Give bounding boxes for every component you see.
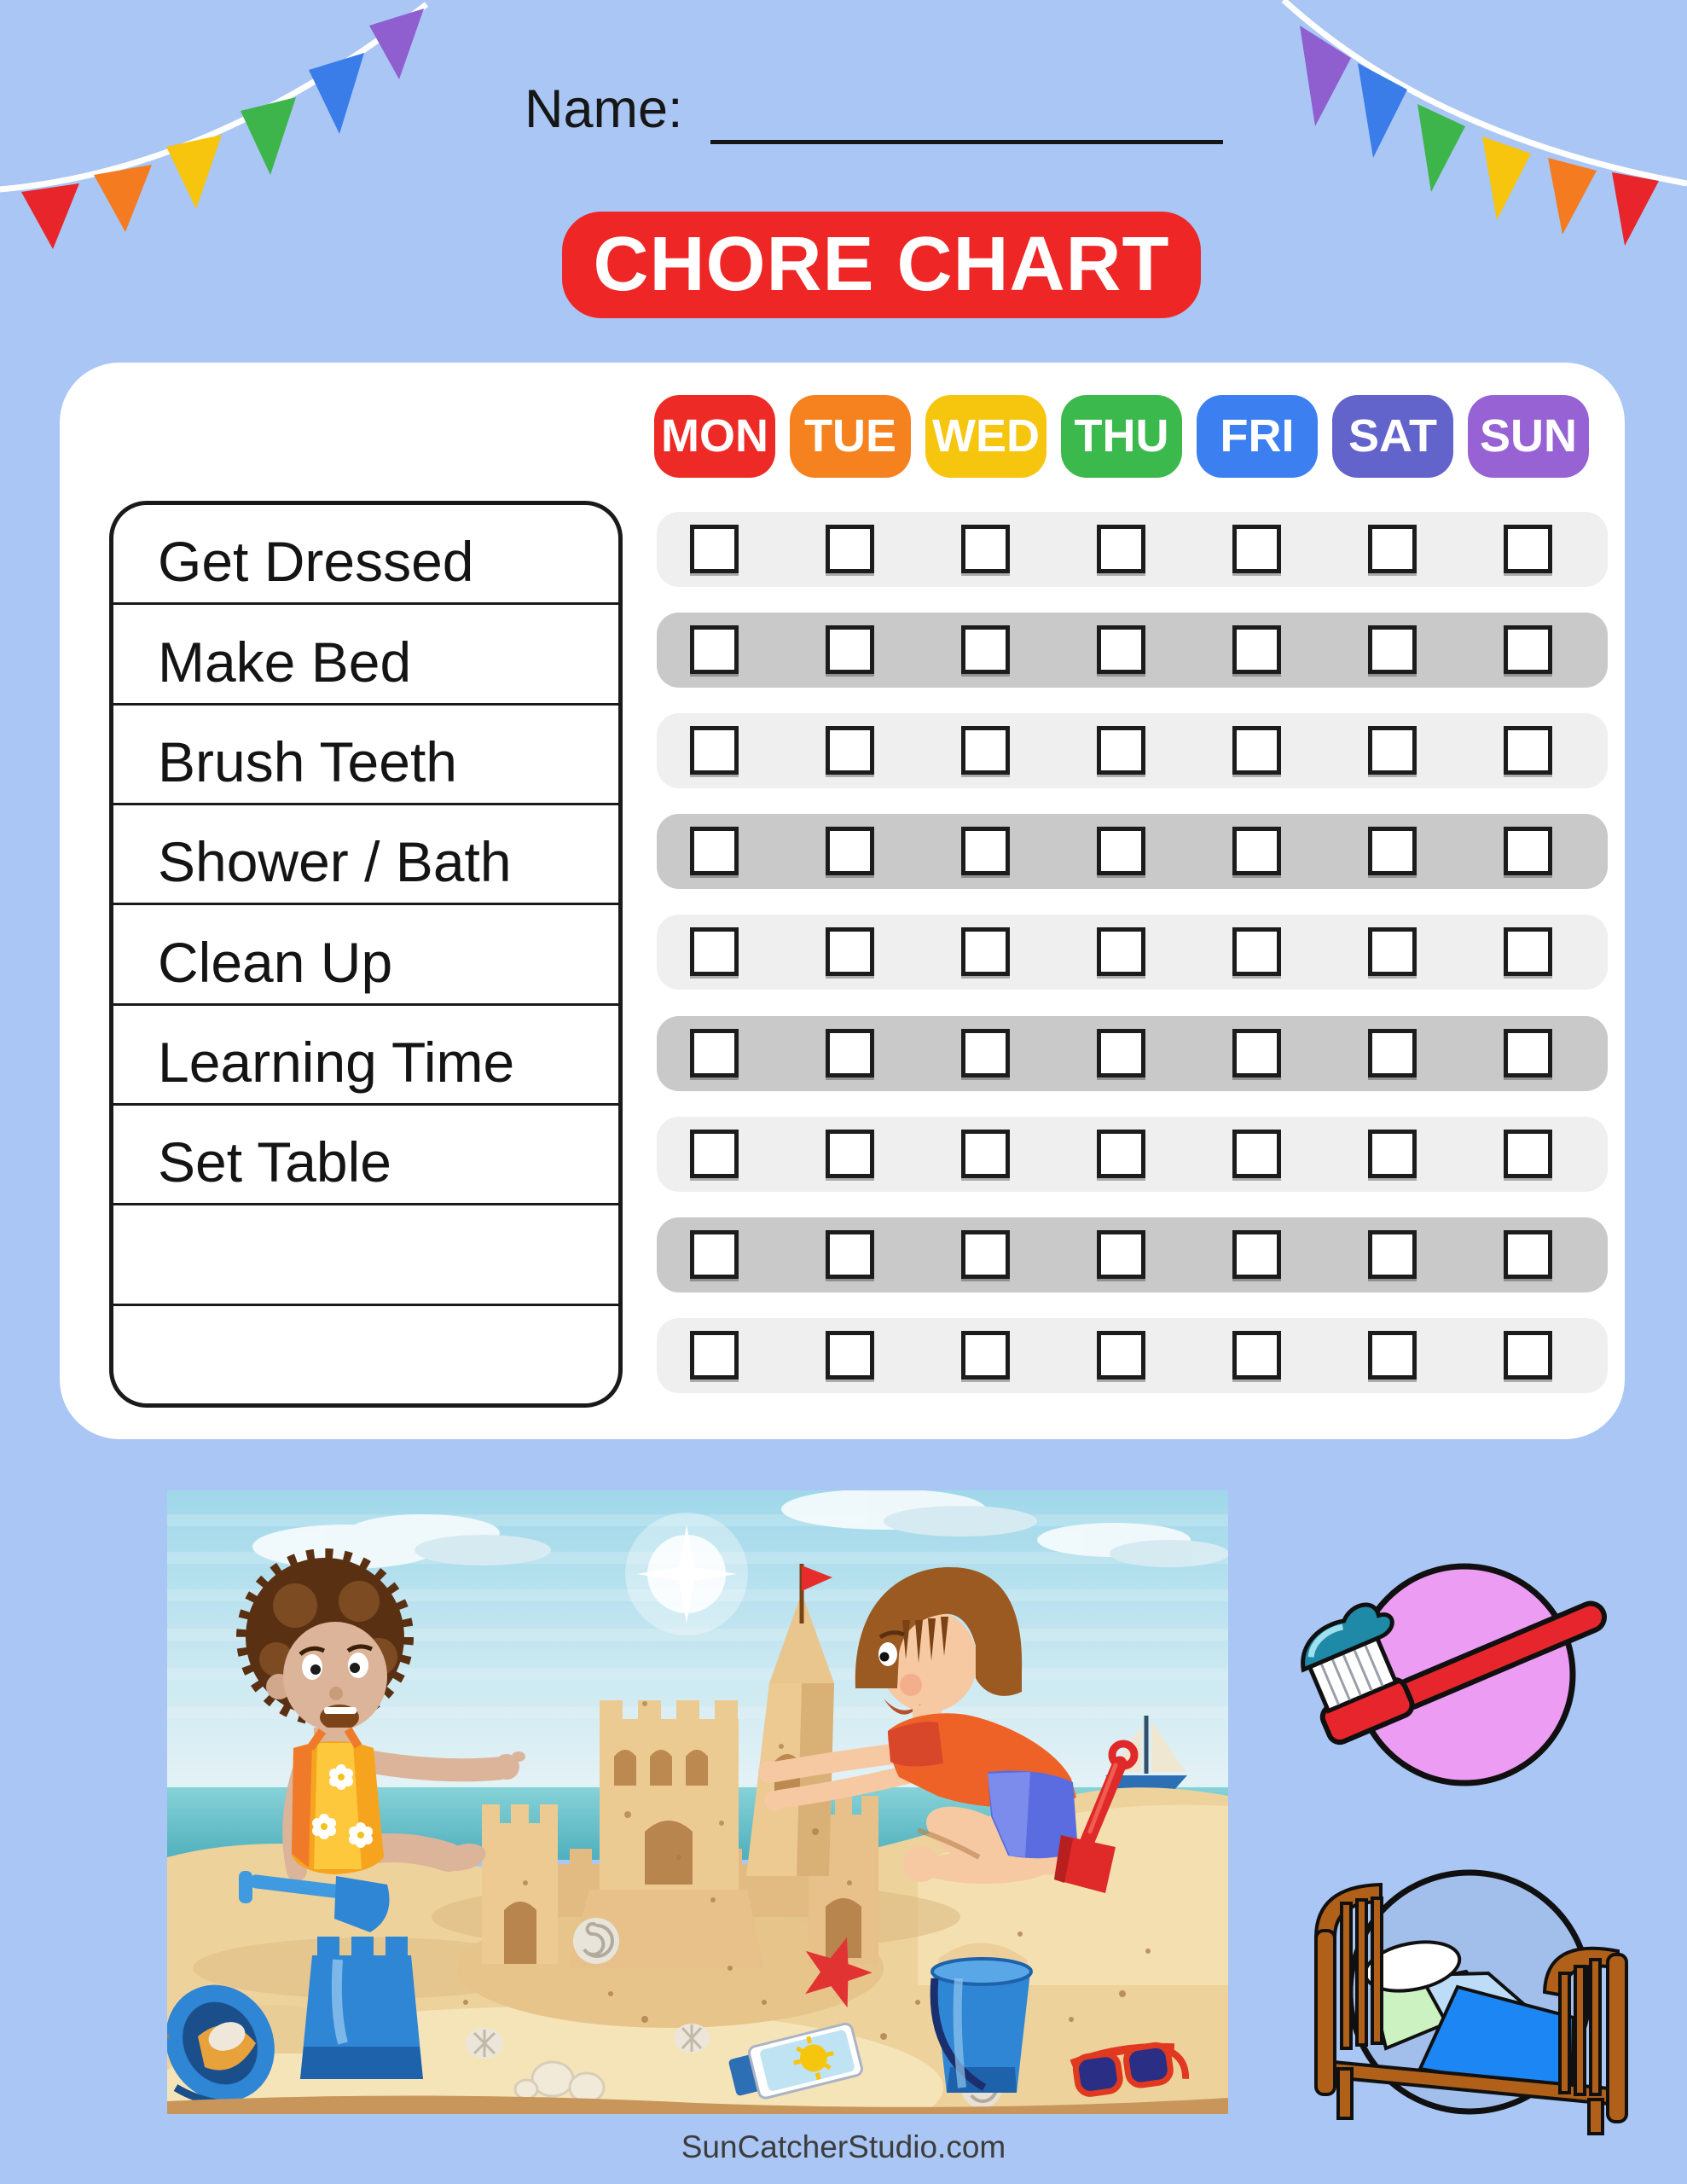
chore-row-empty: [113, 1203, 618, 1303]
checkbox-row-stripe: [657, 1117, 1608, 1192]
checkbox-r7-tue[interactable]: [826, 1130, 874, 1178]
chore-label: Get Dressed: [158, 530, 474, 594]
bed-icon: [1290, 1845, 1649, 2140]
checkbox-r2-wed[interactable]: [961, 625, 1010, 674]
day-badge-mon: MON: [654, 395, 775, 478]
checkbox-r1-fri[interactable]: [1232, 525, 1281, 573]
checkbox-r5-wed[interactable]: [961, 927, 1010, 976]
bunting-flag: [21, 183, 79, 249]
chore-label: Set Table: [158, 1130, 391, 1194]
bunting-string: [1284, 0, 1687, 183]
checkbox-r3-wed[interactable]: [961, 726, 1010, 775]
checkbox-row-stripe: [657, 512, 1608, 587]
checkbox-r6-sat[interactable]: [1368, 1029, 1417, 1077]
checkbox-r2-sun[interactable]: [1504, 625, 1552, 674]
chore-label: Shower / Bath: [158, 830, 512, 894]
checkbox-r1-sat[interactable]: [1368, 525, 1417, 573]
bunting-flag: [94, 165, 152, 232]
checkbox-r4-tue[interactable]: [826, 827, 874, 875]
checkbox-r8-wed[interactable]: [961, 1230, 1010, 1279]
checkbox-r2-mon[interactable]: [690, 625, 739, 674]
chore-label: Clean Up: [158, 930, 393, 994]
checkbox-r3-mon[interactable]: [690, 726, 739, 775]
chore-row-brush-teeth: [113, 703, 618, 803]
chore-row-clean-up: [113, 903, 618, 1002]
bunting-string: [0, 4, 426, 189]
checkbox-r6-tue[interactable]: [826, 1029, 874, 1077]
checkbox-row-stripe: [657, 1016, 1608, 1091]
checkbox-r2-fri[interactable]: [1232, 625, 1281, 674]
chore-list: [109, 501, 623, 1408]
name-label: Name:: [525, 79, 683, 139]
chore-row-get-dressed: [113, 505, 618, 602]
toothbrush-icon: [1296, 1553, 1638, 1792]
bunting-flag: [1300, 26, 1351, 126]
checkbox-r9-thu[interactable]: [1097, 1331, 1145, 1380]
checkbox-r7-mon[interactable]: [690, 1130, 739, 1178]
day-badge-tue: TUE: [790, 395, 911, 478]
bunting-flag: [309, 53, 364, 134]
bunting-right: [1237, 0, 1687, 256]
checkbox-r9-tue[interactable]: [826, 1331, 874, 1380]
checkbox-r8-thu[interactable]: [1097, 1230, 1145, 1279]
checkbox-r4-wed[interactable]: [961, 827, 1010, 875]
checkbox-r7-sat[interactable]: [1368, 1130, 1417, 1178]
checkbox-r5-sat[interactable]: [1368, 927, 1417, 976]
checkbox-r5-fri[interactable]: [1232, 927, 1281, 976]
checkbox-r8-sat[interactable]: [1368, 1230, 1417, 1279]
name-input-line[interactable]: [710, 140, 1223, 144]
checkbox-r1-sun[interactable]: [1504, 525, 1552, 573]
day-badge-sat: SAT: [1332, 395, 1453, 478]
checkbox-r4-sun[interactable]: [1504, 827, 1552, 875]
checkbox-r4-thu[interactable]: [1097, 827, 1145, 875]
checkbox-r3-sun[interactable]: [1504, 726, 1552, 775]
checkbox-r6-mon[interactable]: [690, 1029, 739, 1077]
checkbox-r2-thu[interactable]: [1097, 625, 1145, 674]
checkbox-r6-thu[interactable]: [1097, 1029, 1145, 1077]
bunting-left: [0, 0, 443, 256]
checkbox-r9-sat[interactable]: [1368, 1331, 1417, 1380]
bunting-flag: [1482, 136, 1531, 220]
checkbox-row-stripe: [657, 1318, 1608, 1393]
checkbox-r5-thu[interactable]: [1097, 927, 1145, 976]
chart-panel: [60, 363, 1625, 1439]
checkbox-r2-tue[interactable]: [826, 625, 874, 674]
sand-bucket: [932, 1943, 1031, 2093]
bunting-flag: [166, 135, 222, 209]
bunting-flag: [1417, 104, 1465, 192]
checkbox-r7-thu[interactable]: [1097, 1130, 1145, 1178]
checkbox-r5-mon[interactable]: [690, 927, 739, 976]
beach-illustration: [167, 1490, 1228, 2114]
chore-label: Make Bed: [158, 630, 412, 694]
bunting-flag: [1358, 63, 1407, 158]
checkbox-r1-wed[interactable]: [961, 525, 1010, 573]
chore-row-set-table: [113, 1103, 618, 1203]
checkbox-r8-mon[interactable]: [690, 1230, 739, 1279]
checkbox-row-stripe: [657, 814, 1608, 889]
chore-row-make-bed: [113, 602, 618, 702]
checkbox-r7-fri[interactable]: [1232, 1130, 1281, 1178]
checkbox-r3-fri[interactable]: [1232, 726, 1281, 775]
checkbox-r6-fri[interactable]: [1232, 1029, 1281, 1077]
checkbox-r3-sat[interactable]: [1368, 726, 1417, 775]
chore-row-empty: [113, 1304, 618, 1403]
day-badge-thu: THU: [1061, 395, 1182, 478]
checkbox-r7-wed[interactable]: [961, 1130, 1010, 1178]
checkbox-r6-sun[interactable]: [1504, 1029, 1552, 1077]
checkbox-r8-sun[interactable]: [1504, 1230, 1552, 1279]
checkbox-r8-fri[interactable]: [1232, 1230, 1281, 1279]
sun-icon: [625, 1513, 748, 1635]
checkbox-r6-wed[interactable]: [961, 1029, 1010, 1077]
checkbox-r8-tue[interactable]: [826, 1230, 874, 1279]
checkbox-r5-sun[interactable]: [1504, 927, 1552, 976]
day-badge-fri: FRI: [1197, 395, 1318, 478]
checkbox-r9-mon[interactable]: [690, 1331, 739, 1380]
checkbox-r3-thu[interactable]: [1097, 726, 1145, 775]
checkbox-r1-mon[interactable]: [690, 525, 739, 573]
checkbox-r9-sun[interactable]: [1504, 1331, 1552, 1380]
checkbox-row-stripe: [657, 613, 1608, 688]
checkbox-r4-sat[interactable]: [1368, 827, 1417, 875]
checkbox-r4-mon[interactable]: [690, 827, 739, 875]
checkbox-r7-sun[interactable]: [1504, 1130, 1552, 1178]
checkbox-row-stripe: [657, 915, 1608, 990]
checkbox-r3-tue[interactable]: [826, 726, 874, 775]
checkbox-row-stripe: [657, 1217, 1608, 1292]
day-badge-wed: WED: [925, 395, 1046, 478]
chore-row-learning-time: [113, 1003, 618, 1103]
checkbox-r1-tue[interactable]: [826, 525, 874, 573]
checkbox-row-stripe: [657, 713, 1608, 788]
chore-label: Brush Teeth: [158, 729, 458, 793]
footer-credit: SunCatcherStudio.com: [681, 2129, 1006, 2164]
page-title: CHORE CHART: [593, 222, 1170, 307]
chore-row-shower-bath: [113, 803, 618, 903]
bunting-flag: [1612, 172, 1659, 246]
bunting-flag: [241, 97, 296, 175]
checkbox-r9-wed[interactable]: [961, 1331, 1010, 1380]
checkbox-r2-sat[interactable]: [1368, 625, 1417, 674]
day-badge-sun: SUN: [1468, 395, 1589, 478]
checkbox-r9-fri[interactable]: [1232, 1331, 1281, 1380]
checkbox-r4-fri[interactable]: [1232, 827, 1281, 875]
checkbox-r1-thu[interactable]: [1097, 525, 1145, 573]
chore-chart-title-badge: [562, 212, 1201, 318]
bunting-flag: [1548, 158, 1597, 235]
checkbox-r5-tue[interactable]: [826, 927, 874, 976]
chore-label: Learning Time: [158, 1030, 515, 1094]
